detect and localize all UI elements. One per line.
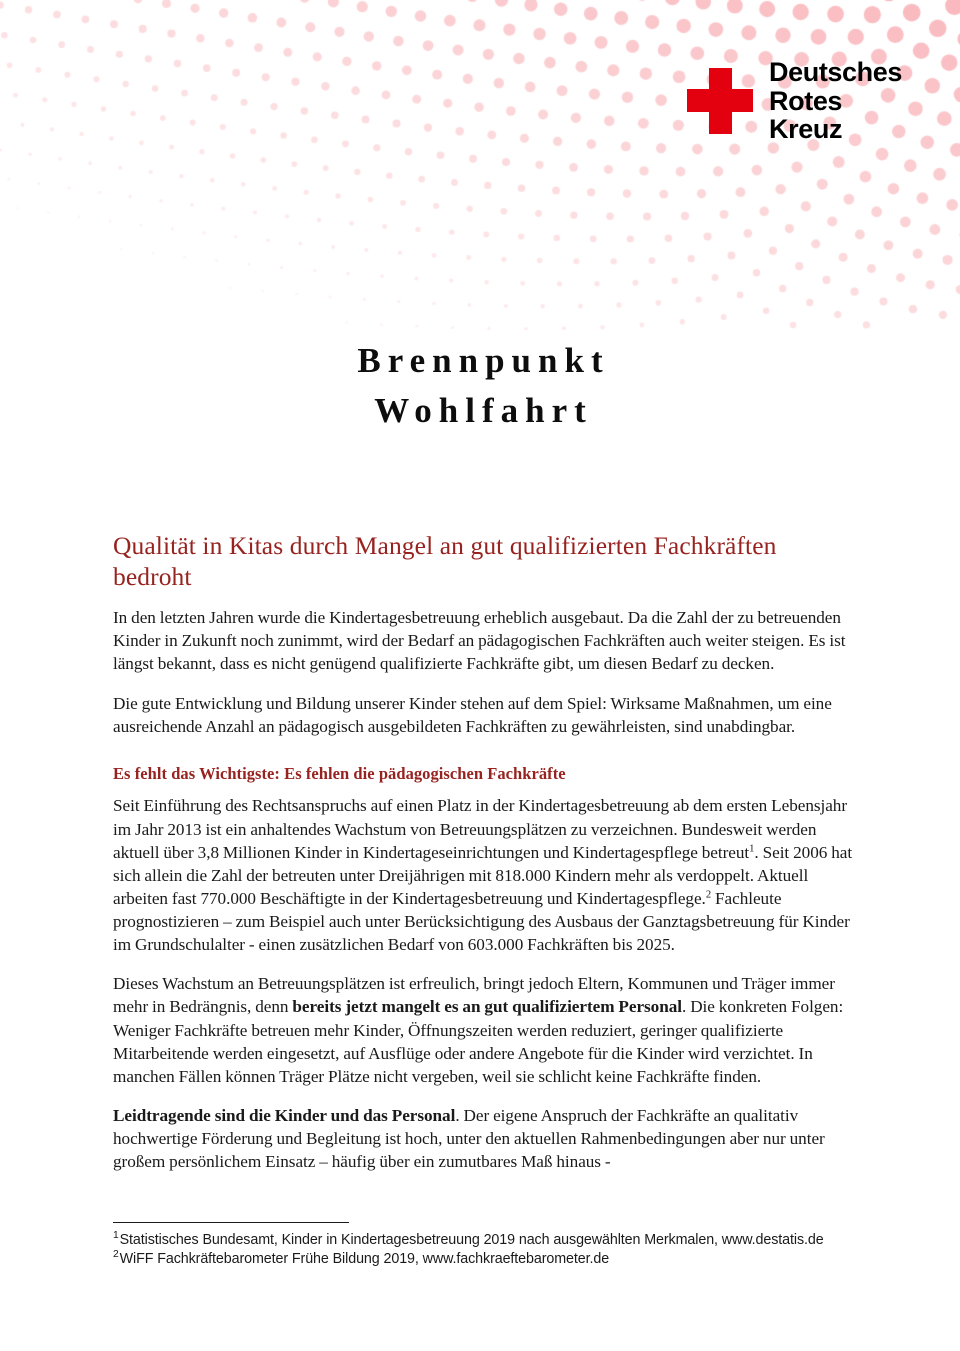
- paragraph-3-part-b: . Seit 2006 hat sich allein die Zahl der betreuten unter Dreijährigen mit 818.000 Kindern mehr als verdoppelt. Aktuell arbeiten fast 770.000 Beschäftigte in der Kindertagesbetreuung und Kindertagespflege.: [113, 842, 853, 908]
- paragraph-5-emphasis: Leidtragende sind die Kinder und das Personal: [113, 1105, 456, 1125]
- publication-title-line-1: Brennpunkt: [357, 341, 610, 380]
- footnote-marker-1: 1: [749, 842, 755, 854]
- wordmark-line-1: Deutsches: [769, 57, 902, 87]
- footnotes-section: [113, 1222, 861, 1269]
- wordmark-line-3: Kreuz: [769, 114, 843, 145]
- wordmark-line-2: Rotes: [769, 85, 843, 116]
- paragraph-3: [113, 794, 861, 956]
- red-cross-icon: [687, 68, 753, 134]
- paragraph-4-part-a: Dieses Wachstum an Betreuungsplätzen ist erfreulich, bringt jedoch Eltern, Kommunen und Träger immer mehr in Bedrängnis, denn: [113, 974, 835, 1017]
- article-subheading: Es fehlt das Wichtigste: Es fehlen die pädagogischen Fachkräfte: [113, 763, 566, 783]
- publication-title: [0, 336, 960, 437]
- footnote-item-1: [113, 1231, 861, 1250]
- publication-title-line-2: Wohlfahrt: [374, 391, 593, 431]
- paragraph-3-part-a: Seit Einführung des Rechtsanspruchs auf einen Platz in der Kindertagesbetreuung ab dem ersten Lebensjahr im Jahr 2013 ist ein anhaltendes Wachstum von Betreuungsplätzen zu verzeichnen. Bundesweit werden aktuell über 3,8 Millionen Kinder in Kindertageseinrichtungen und Kindertagespflege betreut: [113, 796, 848, 862]
- paragraph-4-emphasis: bereits jetzt mangelt es an gut qualifiziertem Personal: [292, 997, 682, 1017]
- footnote-marker-2: 2: [705, 889, 712, 901]
- footnote-text-2: WiFF Fachkräftebarometer Frühe Bildung 2019, www.fachkraeftebarometer.de: [119, 1251, 610, 1267]
- paragraph-5: [113, 1104, 861, 1173]
- footnote-separator-rule: [113, 1222, 349, 1223]
- drk-wordmark: [769, 58, 902, 144]
- paragraph-4-part-b: . Die konkreten Folgen: Weniger Fachkräfte betreuen mehr Kinder, Öffnungszeiten werden reduziert, geringer qualifizierte Mitarbeitende werden eingesetzt, auf Ausflüge oder andere Angebote für die Kinder wird verzichtet. In manchen Fällen können Träger Plätze nicht vergeben, weil sie schlicht keine Fachkräfte finden.: [113, 997, 844, 1086]
- article-headline: Qualität in Kitas durch Mangel an gut qualifizierten Fachkräften bedroht: [113, 531, 777, 592]
- drk-logo: [687, 58, 902, 144]
- footnote-item-2: [113, 1250, 861, 1269]
- article-body: [113, 530, 861, 1173]
- paragraph-5-rest: . Der eigene Anspruch der Fachkräfte an qualitativ hochwertige Förderung und Begleitung ist hoch, unter den aktuellen Rahmenbedingungen aber nur unter großem persönlichem Einsatz – häufig über ein zumutbares Maß hinaus -: [113, 1105, 825, 1172]
- paragraph-4: [113, 972, 861, 1088]
- intro-paragraph-2: Die gute Entwicklung und Bildung unserer Kinder stehen auf dem Spiel: Wirksame Maßnahmen, um eine ausreichende Anzahl an pädagogisch ausgebildeten Fachkräften zu gewährleisten, sind unabdingbar.: [113, 693, 832, 736]
- header-band: [0, 0, 960, 330]
- footnote-number-2: 2: [113, 1249, 119, 1261]
- halftone-dot-pattern: [0, 0, 960, 330]
- footnote-number-1: 1: [113, 1230, 119, 1242]
- intro-paragraph-1: In den letzten Jahren wurde die Kindertagesbetreuung erheblich ausgebaut. Da die Zahl der zu betreuenden Kinder in Zukunft noch zunimmt, wird der Bedarf an pädagogischen Fachkräften auch weiter steigen. Es ist längst bekannt, dass es nicht genügend qualifizierte Fachkräfte gibt, um diesen Bedarf zu decken.: [113, 608, 846, 674]
- paragraph-3-part-c: Fachleute prognostizieren – zum Beispiel auch unter Berücksichtigung des Ausbaus der Ganztagsbetreuung für Kinder im Grundschulalter - einen zusätzlichen Bedarf von 603.000 Fachkräften bis 2025.: [113, 888, 850, 955]
- footnote-text-1: Statistisches Bundesamt, Kinder in Kindertagesbetreuung 2019 nach ausgewählten Merkmalen, www.destatis.de: [119, 1232, 824, 1248]
